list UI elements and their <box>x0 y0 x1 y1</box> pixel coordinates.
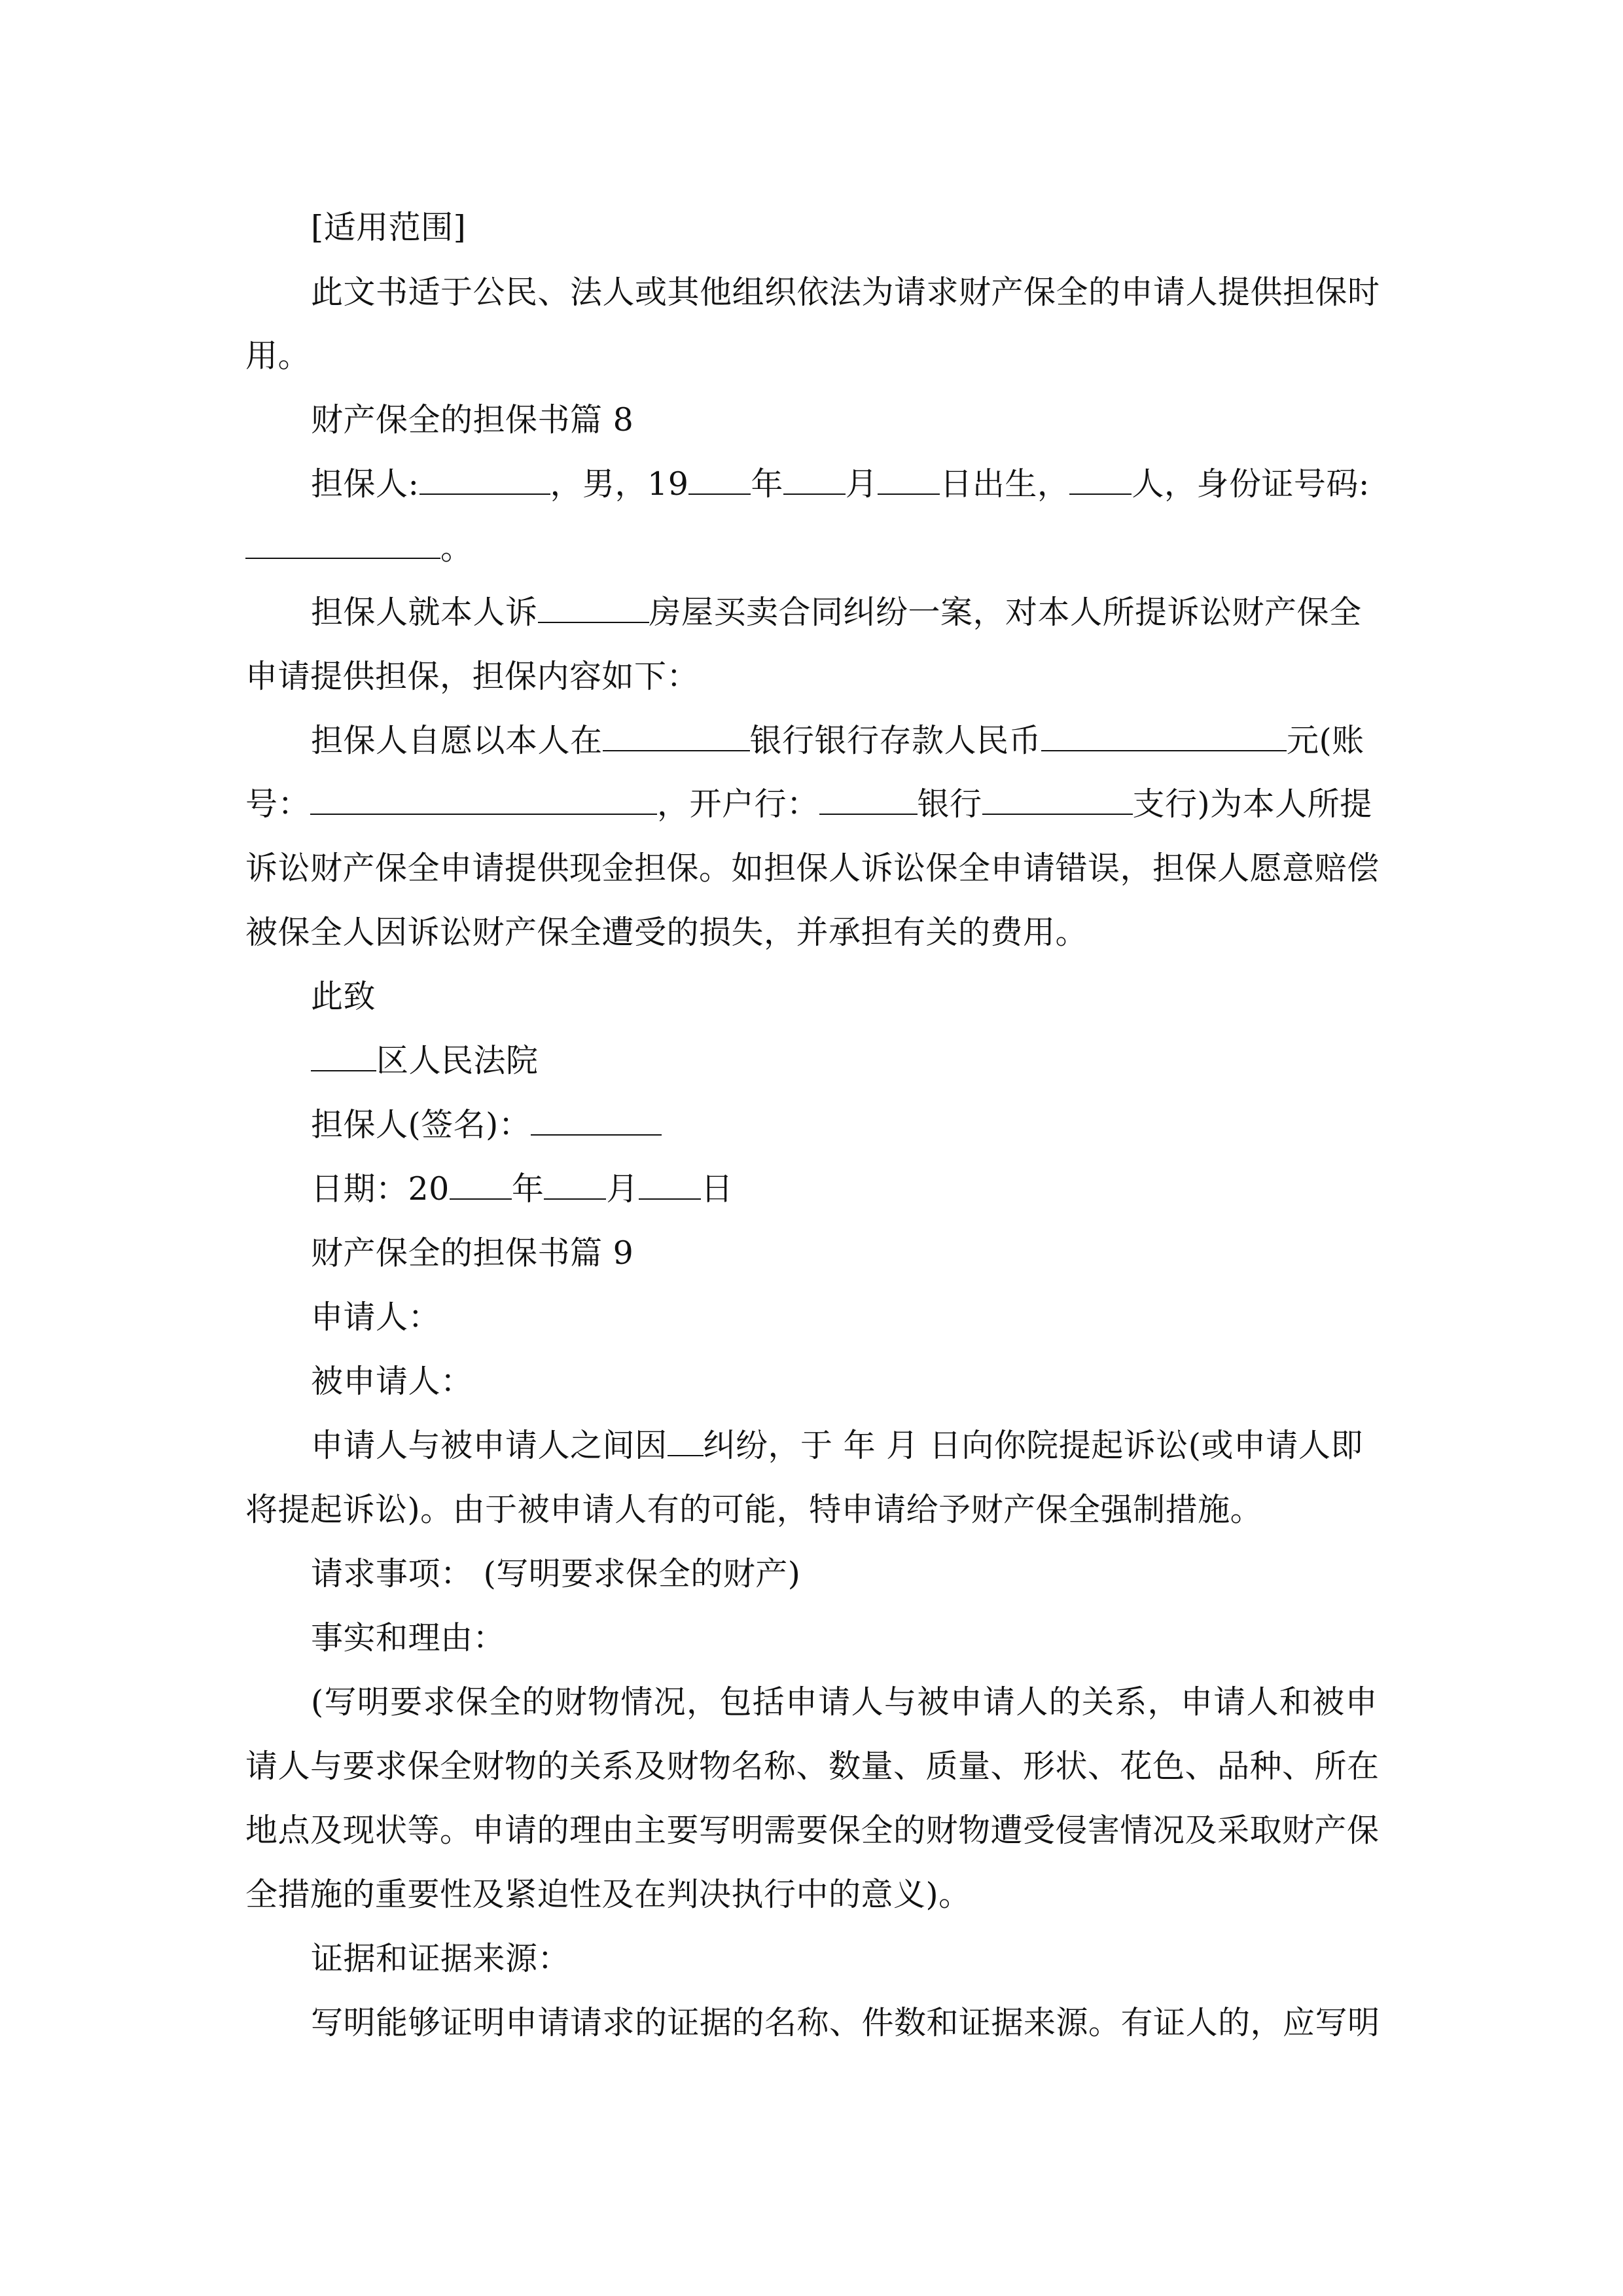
date-label: 日期：20 <box>311 1170 450 1208</box>
signature-blank <box>531 1109 662 1136</box>
account-label: 号： <box>245 785 311 823</box>
para1-text-a: 担保人就本人诉 <box>311 594 538 631</box>
facts-line-2: 请人与要求保全财物的关系及财物名称、数量、质量、形状、花色、品种、所在 <box>245 1748 1380 1785</box>
respondent-line: 被申请人： <box>311 1363 473 1400</box>
month-label: 月 <box>845 465 878 503</box>
scope-text-line-2: 用。 <box>245 337 311 374</box>
guarantor-label: 担保人: <box>311 465 419 503</box>
request-items-line: 请求事项： (写明要求保全的财产) <box>311 1555 801 1592</box>
birth-label: 日出生， <box>940 465 1070 503</box>
bank-label: 银行 <box>917 785 982 823</box>
district-blank <box>311 1045 376 1071</box>
guarantor-name-blank <box>419 469 550 495</box>
section-8-title: 财产保全的担保书篇 8 <box>311 401 634 439</box>
facts-line-4: 全措施的重要性及紧迫性及在判决执行中的意义)。 <box>245 1876 971 1913</box>
section-9-title: 财产保全的担保书篇 9 <box>311 1234 634 1272</box>
account-number-blank <box>310 789 657 815</box>
guarantor-info-line <box>311 452 1378 516</box>
birth-month-blank <box>783 469 846 495</box>
guarantee-paragraph-2-line-2 <box>245 772 1378 836</box>
id-number-blank <box>245 533 440 559</box>
scope-text-line-1: 此文书适于公民、法人或其他组织依法为请求财产保全的申请人提供担保时 <box>311 274 1380 311</box>
para2-text-c: 元(账 <box>1287 722 1364 759</box>
branch-blank <box>982 789 1133 815</box>
bank-name-blank <box>603 725 750 751</box>
evidence-heading: 证据和证据来源： <box>311 1940 571 1977</box>
id-number-label: 人，身份证号码: <box>1132 465 1370 503</box>
signature-line <box>311 1093 1378 1157</box>
signature-label: 担保人(签名)： <box>311 1106 531 1143</box>
opening-bank-label: ，开户行： <box>657 785 819 823</box>
branch-label: 支行)为本人所提 <box>1132 785 1372 823</box>
para2-text-a: 担保人自愿以本人在 <box>311 722 603 759</box>
applicant-line: 申请人： <box>311 1299 441 1336</box>
lawsuit-party-blank <box>538 597 649 623</box>
date-line <box>311 1157 1378 1221</box>
court-line <box>311 1029 1378 1093</box>
facts-heading: 事实和理由： <box>311 1619 506 1657</box>
dispute-paragraph-line-2: 将提起诉讼)。由于被申请人有的可能，特申请给予财产保全强制措施。 <box>245 1491 1263 1528</box>
date-year-blank <box>450 1174 512 1200</box>
guarantee-paragraph-2-line-3: 诉讼财产保全申请提供现金担保。如担保人诉讼保全申请错误，担保人愿意赔偿 <box>245 850 1380 887</box>
guarantee-paragraph-1-line-2: 申请提供担保，担保内容如下： <box>245 658 700 695</box>
guarantor-gender-year: ，男，19 <box>550 465 689 503</box>
date-month-label: 月 <box>606 1170 639 1208</box>
facts-line-3: 地点及现状等。申请的理由主要写明需要保全的财物遭受侵害情况及采取财产保 <box>245 1812 1380 1849</box>
date-year-label: 年 <box>511 1170 544 1208</box>
id-number-end: 。 <box>440 529 473 567</box>
opening-bank-blank <box>819 789 918 815</box>
dispute-text-a: 申请人与被申请人之间因 <box>311 1427 668 1464</box>
birth-day-blank <box>878 469 940 495</box>
date-day-blank <box>639 1174 701 1200</box>
para2-text-b: 银行银行存款人民币 <box>749 722 1042 759</box>
salutation: 此致 <box>311 978 376 1015</box>
birth-year-blank <box>688 469 751 495</box>
scope-heading: [适用范围] <box>311 209 467 246</box>
court-label: 区人民法院 <box>376 1042 539 1079</box>
dispute-paragraph-line-1 <box>311 1414 1378 1478</box>
amount-blank <box>1041 725 1287 751</box>
guarantee-paragraph-1-line-1 <box>311 581 1378 645</box>
guarantee-paragraph-2-line-1 <box>311 709 1378 773</box>
guarantee-paragraph-2-line-4: 被保全人因诉讼财产保全遭受的损失，并承担有关的费用。 <box>245 914 1088 951</box>
date-day-label: 日 <box>700 1170 734 1208</box>
date-month-blank <box>544 1174 606 1200</box>
dispute-text-b: 纠纷，于 年 月 日向你院提起诉讼(或申请人即 <box>703 1427 1363 1464</box>
evidence-line-1: 写明能够证明申请请求的证据的名称、件数和证据来源。有证人的，应写明 <box>311 2004 1380 2041</box>
facts-line-1: (写明要求保全的财物情况，包括申请人与被申请人的关系，申请人和被申 <box>311 1683 1378 1721</box>
para1-text-b: 房屋买卖合同纠纷一案，对本人所提诉讼财产保全 <box>649 594 1362 631</box>
dispute-type-blank <box>668 1430 704 1456</box>
hometown-blank <box>1069 469 1132 495</box>
id-number-line <box>245 516 1378 581</box>
year-label: 年 <box>751 465 783 503</box>
